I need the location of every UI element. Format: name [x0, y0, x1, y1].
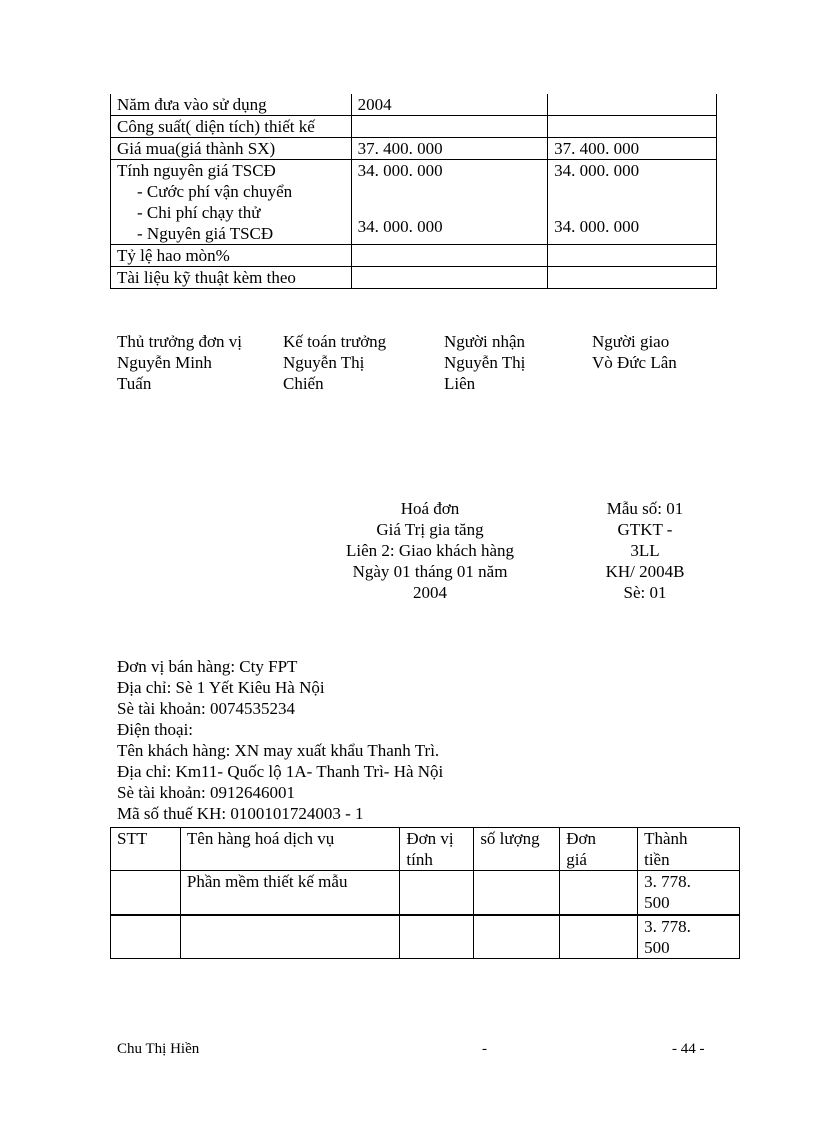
- cell-stt: [111, 915, 181, 959]
- cost-value-bottom: 34. 000. 000: [357, 217, 443, 236]
- footer-author: Chu Thị Hiền: [117, 1041, 200, 1057]
- signature-name: Liên: [444, 374, 476, 393]
- footer-separator: -: [482, 1041, 487, 1057]
- signature-name: Nguyễn Thị: [444, 353, 526, 372]
- cell-value: [548, 116, 717, 138]
- cell-label: Tài liệu kỹ thuật kèm theo: [111, 267, 352, 289]
- invoice-title-line: Giá Trị gia tăng: [376, 520, 484, 539]
- signature-role: Thủ trưởng đơn vị: [117, 332, 242, 351]
- cost-sub-original: - Nguyên giá TSCĐ: [137, 224, 274, 243]
- signature-block-receiver: [444, 331, 525, 394]
- cell-value: [548, 160, 717, 245]
- cost-value-bottom: 34. 000. 000: [554, 217, 640, 236]
- signature-role: Kế toán trưởng: [283, 332, 387, 351]
- form-line: GTKT -: [617, 520, 673, 539]
- cell-value: [351, 116, 548, 138]
- table-row: [111, 245, 717, 267]
- cell-item-name: [180, 915, 399, 959]
- signature-name: Tuấn: [117, 374, 152, 393]
- invoice-title: [310, 498, 550, 603]
- cell-unit: [400, 915, 474, 959]
- cell-label: [111, 160, 352, 245]
- table-row: [111, 116, 717, 138]
- header-price: Đơn giá: [560, 828, 638, 871]
- cell-stt: [111, 871, 181, 916]
- seller-account: Sè tài khoản: 0074535234: [117, 699, 296, 718]
- invoice-title-line: Liên 2: Giao khách hàng: [345, 541, 515, 560]
- form-line: KH/ 2004B: [605, 562, 685, 581]
- header-unit: Đơn vị tính: [400, 828, 474, 871]
- cell-price: [560, 915, 638, 959]
- form-line: 3LL: [630, 541, 660, 560]
- customer-address: Địa chỉ: Km11- Quốc lộ 1A- Thanh Trì- Hà Nội: [117, 762, 444, 781]
- cell-value: 37. 400. 000: [548, 138, 717, 160]
- cost-label: Tính nguyên giá TSCĐ: [117, 161, 276, 180]
- header-stt: STT: [111, 828, 181, 871]
- cell-item-name: Phần mềm thiết kế mẫu: [180, 871, 399, 916]
- cell-value: 2004: [351, 94, 548, 116]
- form-line: Mẫu số: 01: [606, 499, 684, 518]
- invoice-title-line: Ngày 01 tháng 01 năm: [352, 562, 508, 581]
- cell-value: [351, 245, 548, 267]
- cost-sub-shipping: - Cước phí vận chuyển: [137, 182, 293, 201]
- header-quantity: số lượng: [474, 828, 560, 871]
- header-item-name: Tên hàng hoá dịch vụ: [180, 828, 399, 871]
- customer-tax-code: Mã số thuế KH: 0100101724003 - 1: [117, 804, 364, 823]
- signature-block-head: [117, 331, 242, 394]
- signature-name: Vò Đức Lân: [592, 353, 677, 372]
- cell-unit: [400, 871, 474, 916]
- signature-name: Nguyễn Thị: [283, 353, 365, 372]
- table-row: [111, 94, 717, 116]
- signature-block-accountant: [283, 331, 386, 394]
- cell-amount: 3. 778. 500: [638, 871, 740, 916]
- cell-quantity: [474, 871, 560, 916]
- header-amount: Thành tiền: [638, 828, 740, 871]
- items-table: [110, 827, 740, 959]
- invoice-form-number: [580, 498, 710, 603]
- signature-name: Chiến: [283, 374, 324, 393]
- customer-account: Sè tài khoản: 0912646001: [117, 783, 296, 802]
- table-row: [111, 267, 717, 289]
- table-row: [111, 871, 740, 916]
- customer-name: Tên khách hàng: XN may xuất khẩu Thanh Trì.: [117, 741, 440, 760]
- table-row: [111, 160, 717, 245]
- cell-value: [351, 160, 548, 245]
- table-row: [111, 915, 740, 959]
- cell-amount: 3. 778. 500: [638, 915, 740, 959]
- cell-value: [548, 267, 717, 289]
- cost-value-top: 34. 000. 000: [357, 161, 443, 180]
- page-number: - 44 -: [672, 1041, 705, 1057]
- asset-table: [110, 94, 717, 289]
- cell-label: Tỷ lệ hao mòn%: [111, 245, 352, 267]
- cell-price: [560, 871, 638, 916]
- cell-value: [548, 94, 717, 116]
- cell-value: [548, 245, 717, 267]
- signature-role: Người nhận: [444, 332, 525, 351]
- seller-phone: Điện thoại:: [117, 720, 194, 739]
- signature-name: Nguyễn Minh: [117, 353, 212, 372]
- cell-label: Giá mua(giá thành SX): [111, 138, 352, 160]
- cell-label: Công suất( diện tích) thiết kế: [111, 116, 352, 138]
- cell-quantity: [474, 915, 560, 959]
- party-info: [117, 656, 443, 824]
- form-line: Sè: 01: [623, 583, 667, 602]
- signature-role: Người giao: [592, 332, 670, 351]
- table-row: [111, 138, 717, 160]
- signature-block-deliverer: [592, 331, 677, 373]
- cell-value: 37. 400. 000: [351, 138, 548, 160]
- table-header-row: [111, 828, 740, 871]
- cell-value: [351, 267, 548, 289]
- seller-address: Địa chỉ: Sè 1 Yết Kiêu Hà Nội: [117, 678, 325, 697]
- cost-value-top: 34. 000. 000: [554, 161, 640, 180]
- invoice-title-line: Hoá đơn: [400, 499, 460, 518]
- cost-sub-trial: - Chi phí chạy thử: [137, 203, 261, 222]
- invoice-title-line: 2004: [413, 583, 447, 602]
- seller-name: Đơn vị bán hàng: Cty FPT: [117, 657, 298, 676]
- cell-label: Năm đưa vào sử dụng: [111, 94, 352, 116]
